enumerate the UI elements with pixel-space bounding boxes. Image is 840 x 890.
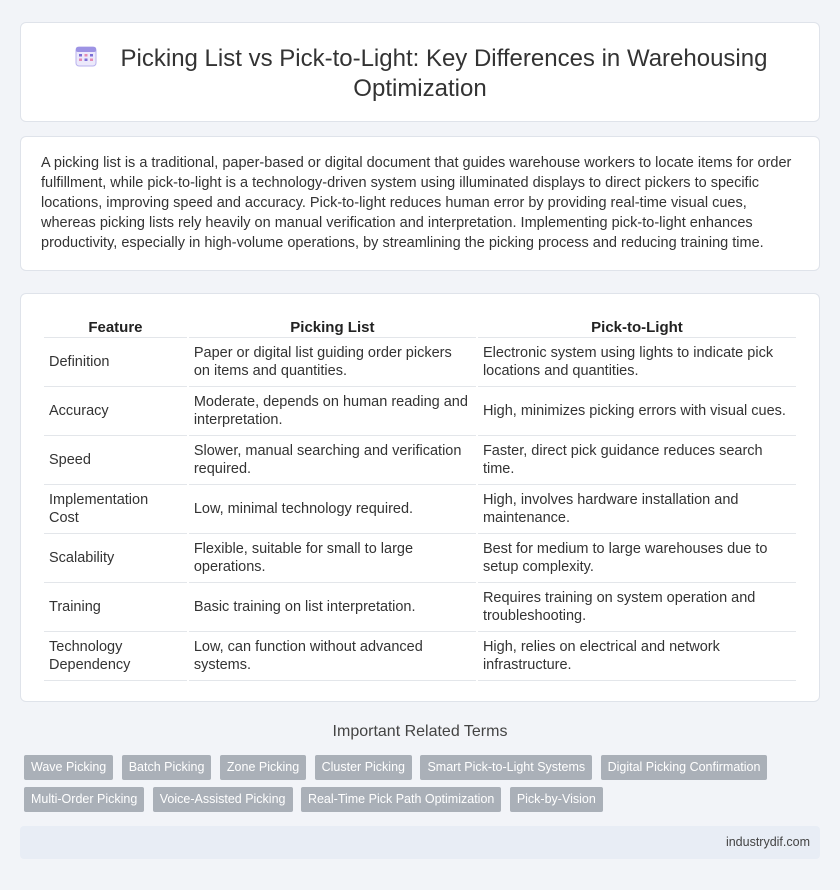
table-row [44, 534, 796, 583]
header-picking-list: Picking List [189, 316, 476, 338]
table-row [44, 436, 796, 485]
tag-wave-picking[interactable]: Wave Picking [24, 755, 113, 780]
page-title-wrap [21, 43, 819, 104]
cell-feature: Definition [44, 338, 187, 387]
table-row [44, 387, 796, 436]
cell-picking-list: Moderate, depends on human reading and interpretation. [189, 387, 476, 436]
cell-pick-to-light: Electronic system using lights to indicate pick locations and quantities. [478, 338, 796, 387]
cell-pick-to-light: Faster, direct pick guidance reduces search time. [478, 436, 796, 485]
tag-cluster-picking[interactable]: Cluster Picking [315, 755, 412, 780]
comparison-table [42, 316, 798, 681]
cell-feature: Speed [44, 436, 187, 485]
tag-multi-order-picking[interactable]: Multi-Order Picking [24, 787, 144, 812]
cell-feature: Implementation Cost [44, 485, 187, 534]
table-row [44, 338, 796, 387]
cell-feature: Technology Dependency [44, 632, 187, 681]
header-feature: Feature [44, 316, 187, 338]
cell-picking-list: Low, can function without advanced systems. [189, 632, 476, 681]
cell-pick-to-light: Best for medium to large warehouses due to setup complexity. [478, 534, 796, 583]
summary-paragraph: A picking list is a traditional, paper-based or digital document that guides warehouse workers to locate items for order fulfillment, while pick-to-light is a technology-driven system using illuminated displays to direct pickers to specific locations, improving speed and accuracy. Pick-to-light reduces human error by providing real-time visual cues, whereas picking lists rely heavily on manual verification and interpretation. Implementing pick-to-light enhances productivity, especially in high-volume operations, by streamlining the picking process and reducing training time. [41, 155, 792, 251]
header-pick-to-light: Pick-to-Light [478, 316, 796, 338]
tag-pick-by-vision[interactable]: Pick-by-Vision [510, 787, 603, 812]
tag-real-time-pick-path-optimization[interactable]: Real-Time Pick Path Optimization [301, 787, 501, 812]
table-row [44, 583, 796, 632]
footer-bar [20, 826, 820, 859]
summary-card [20, 136, 820, 271]
comparison-table-card [20, 293, 820, 702]
tag-smart-pick-to-light-systems[interactable]: Smart Pick-to-Light Systems [420, 755, 592, 780]
related-terms-tags [24, 755, 814, 819]
related-terms-title: Important Related Terms [332, 723, 508, 740]
tag-batch-picking[interactable]: Batch Picking [122, 755, 212, 780]
cell-picking-list: Flexible, suitable for small to large operations. [189, 534, 476, 583]
cell-picking-list: Basic training on list interpretation. [189, 583, 476, 632]
cell-pick-to-light: High, involves hardware installation and maintenance. [478, 485, 796, 534]
cell-feature: Scalability [44, 534, 187, 583]
cell-pick-to-light: Requires training on system operation and troubleshooting. [478, 583, 796, 632]
tag-voice-assisted-picking[interactable]: Voice-Assisted Picking [153, 787, 293, 812]
cell-feature: Accuracy [44, 387, 187, 436]
cell-picking-list: Slower, manual searching and verification required. [189, 436, 476, 485]
cell-pick-to-light: High, minimizes picking errors with visual cues. [478, 387, 796, 436]
table-header-row [44, 316, 796, 338]
cell-picking-list: Low, minimal technology required. [189, 485, 476, 534]
page-title: Picking List vs Pick-to-Light: Key Differences in Warehousing Optimization [120, 45, 768, 102]
tag-digital-picking-confirmation[interactable]: Digital Picking Confirmation [601, 755, 768, 780]
title-card [20, 22, 820, 122]
table-row [44, 632, 796, 681]
cell-pick-to-light: High, relies on electrical and network infrastructure. [478, 632, 796, 681]
footer-site-link[interactable]: industrydif.com [725, 835, 810, 849]
cell-picking-list: Paper or digital list guiding order pickers on items and quantities. [189, 338, 476, 387]
tag-zone-picking[interactable]: Zone Picking [220, 755, 306, 780]
table-row [44, 485, 796, 534]
cell-feature: Training [44, 583, 187, 632]
calendar-grid-icon [73, 43, 99, 69]
